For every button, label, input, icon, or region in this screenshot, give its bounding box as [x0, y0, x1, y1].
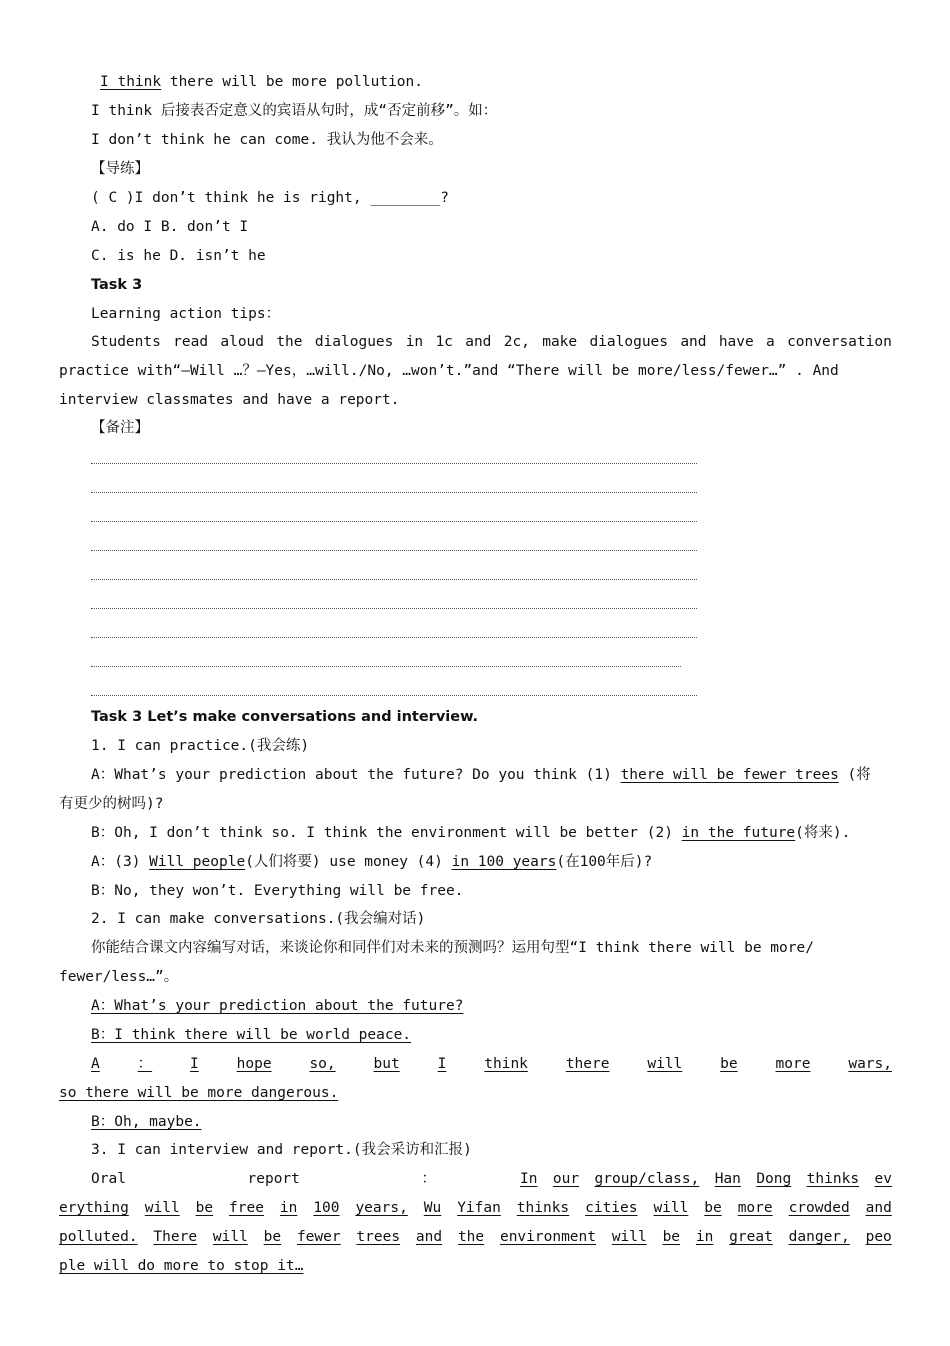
report-word: danger,: [788, 1229, 850, 1245]
report-word: will: [212, 1229, 248, 1245]
practice-options-row1: A. do I B. don’t I: [91, 219, 249, 235]
dialogue-word: think: [484, 1056, 528, 1072]
s1-a2-suffix: (在100年后)?: [556, 854, 653, 870]
notes-line: [91, 492, 697, 493]
report-word: be: [704, 1200, 722, 1216]
dialogue-word: wars,: [848, 1056, 892, 1072]
dialogue-word: I: [437, 1056, 447, 1072]
report-word: thinks: [516, 1200, 570, 1216]
report-word: and: [865, 1200, 892, 1216]
tips-word: 1c: [435, 334, 453, 350]
report-word: in: [695, 1229, 714, 1245]
practice-options-row2: C. is he D. isn’t he: [91, 248, 266, 264]
notes-line: [91, 637, 697, 638]
task3-tips-label: Learning action tips：: [91, 306, 281, 322]
task3-tips-line1: [91, 332, 892, 352]
tips-word: dialogues: [589, 334, 669, 350]
report-word: fewer: [296, 1229, 341, 1245]
s1-a2-mid: (人们将要) use money (4): [245, 854, 452, 870]
s1-a1-prefix: A：What’s your prediction about the future? Do you think (1): [91, 767, 621, 783]
task3-heading: Task 3 Let’s make conversations and interview.: [91, 709, 479, 725]
report-word: Dong: [756, 1171, 792, 1187]
s1-a2-prefix: A：(3): [91, 854, 150, 870]
tips-word: have: [718, 334, 754, 350]
dialogue-word: ：: [137, 1056, 153, 1072]
tips-word: a: [766, 334, 775, 350]
section2-title: 2. I can make conversations.(我会编对话): [91, 911, 426, 927]
report-word: There: [153, 1229, 198, 1245]
report-word: ev: [874, 1171, 892, 1187]
report-word: peo: [865, 1229, 892, 1245]
practice-question: ( C )I don’t think he is right, ________?: [91, 190, 449, 206]
s1-a2-answer1: Will people: [149, 854, 246, 870]
report-word: and: [415, 1229, 443, 1245]
report-word: in: [279, 1200, 298, 1216]
report-word: be: [662, 1229, 681, 1245]
report-word: thinks: [806, 1171, 860, 1187]
s1-line-a2: [91, 852, 652, 872]
example-sentence: [100, 72, 423, 92]
report-word: group/class,: [594, 1171, 700, 1187]
report-word: years,: [355, 1200, 408, 1216]
s1-b1-answer: in the future: [681, 825, 796, 841]
dialogue-word: but: [373, 1056, 400, 1072]
report-word: be: [195, 1200, 214, 1216]
rule-example: I don’t think he can come. 我认为他不会来。: [91, 132, 443, 148]
section3-title: 3. I can interview and report.(我会采访和汇报): [91, 1142, 472, 1158]
s1-line-a1: [91, 765, 871, 785]
example-rest: there will be more pollution.: [161, 74, 424, 90]
dialogue-word: hope: [236, 1056, 272, 1072]
s1-a1-answer: there will be fewer trees: [620, 767, 839, 783]
notes-line: [91, 550, 697, 551]
dialogue-word: A: [91, 1056, 100, 1072]
s2-dialogue-line3-cont: so there will be more dangerous.: [59, 1085, 339, 1101]
notes-line: [91, 579, 697, 580]
s2-prompt-line1: 你能结合课文内容编写对话，来谈论你和同伴们对未来的预测吗？运用句型“I think there will be more/: [91, 940, 814, 956]
s2-dialogue-line3: [91, 1054, 892, 1074]
tips-word: 2c,: [503, 334, 530, 350]
report-word: crowded: [788, 1200, 850, 1216]
report-word: erything: [59, 1200, 129, 1216]
report-word: will: [653, 1200, 689, 1216]
report-word: be: [263, 1229, 282, 1245]
task3-tips-line2: practice with“—Will …？—Yes，…will./No, …won’t.”and “There will be more/less/fewer…” . And: [59, 363, 839, 379]
rule-note: I think 后接表否定意义的宾语从句时，成“否定前移”。如：: [91, 103, 498, 119]
report-word: the: [457, 1229, 485, 1245]
report-label-word: report: [247, 1171, 300, 1187]
s1-line-b2: B：No, they won’t. Everything will be free.: [91, 883, 464, 899]
notes-line: [91, 695, 697, 696]
s3-report-line3: [59, 1227, 892, 1247]
s2-prompt-line2: fewer/less…”。: [59, 969, 179, 985]
notes-line: [91, 608, 697, 609]
report-word: 100: [313, 1200, 340, 1216]
s1-a1-suffix: (将: [838, 767, 871, 783]
report-word: will: [144, 1200, 180, 1216]
report-label-word: ：: [421, 1171, 436, 1187]
notes-heading: 【备注】: [91, 420, 149, 436]
tips-word: and: [680, 334, 707, 350]
report-word: free: [229, 1200, 264, 1216]
report-word: polluted.: [59, 1229, 138, 1245]
example-underlined: I think: [100, 74, 162, 90]
report-word: great: [729, 1229, 773, 1245]
tips-word: Students: [91, 334, 161, 350]
s3-report-text-1: [520, 1169, 892, 1189]
s3-report-line4: ple will do more to stop it…: [59, 1258, 304, 1274]
tips-word: conversation: [787, 334, 892, 350]
report-label-word: Oral: [91, 1171, 126, 1187]
report-word: environment: [499, 1229, 596, 1245]
s3-report-label: [91, 1169, 436, 1189]
report-word: Wu: [423, 1200, 442, 1216]
dialogue-word: be: [720, 1056, 738, 1072]
tips-word: aloud: [220, 334, 265, 350]
s1-b1-prefix: B：Oh, I don’t think so. I think the environment will be better (2): [91, 825, 682, 841]
report-word: Yifan: [457, 1200, 501, 1216]
tips-word: dialogues: [314, 334, 394, 350]
report-word: trees: [356, 1229, 401, 1245]
report-word: Han: [714, 1171, 741, 1187]
s2-dialogue-line1: A：What’s your prediction about the future?: [91, 998, 464, 1014]
notes-line: [91, 521, 697, 522]
tips-word: make: [542, 334, 578, 350]
report-word: our: [552, 1171, 580, 1187]
task3-tips-heading: Task 3: [91, 277, 143, 293]
task3-tips-line3: interview classmates and have a report.: [59, 392, 400, 408]
tips-word: the: [276, 334, 303, 350]
report-word: will: [611, 1229, 647, 1245]
dialogue-word: so,: [309, 1056, 336, 1072]
dialogue-word: there: [565, 1056, 610, 1072]
s1-b1-suffix: (将来).: [795, 825, 851, 841]
s3-report-line2: [59, 1198, 892, 1218]
dialogue-word: will: [647, 1056, 683, 1072]
report-word: more: [737, 1200, 773, 1216]
s2-dialogue-line4: B：Oh, maybe.: [91, 1114, 202, 1130]
s1-line-a1-cont: 有更少的树吗)?: [59, 796, 164, 812]
tips-word: in: [405, 334, 424, 350]
practice-heading: 【导练】: [91, 161, 149, 177]
dialogue-word: more: [775, 1056, 811, 1072]
s1-line-b1: [91, 823, 850, 843]
s2-dialogue-line2: B：I think there will be world peace.: [91, 1027, 412, 1043]
notes-line: [91, 666, 681, 667]
s1-a2-answer2: in 100 years: [451, 854, 557, 870]
section1-title: 1. I can practice.(我会练): [91, 738, 310, 754]
tips-word: read: [173, 334, 209, 350]
notes-line: [91, 463, 697, 464]
tips-word: and: [465, 334, 492, 350]
report-word: cities: [585, 1200, 638, 1216]
dialogue-word: I: [190, 1056, 199, 1072]
report-word: In: [520, 1171, 538, 1187]
